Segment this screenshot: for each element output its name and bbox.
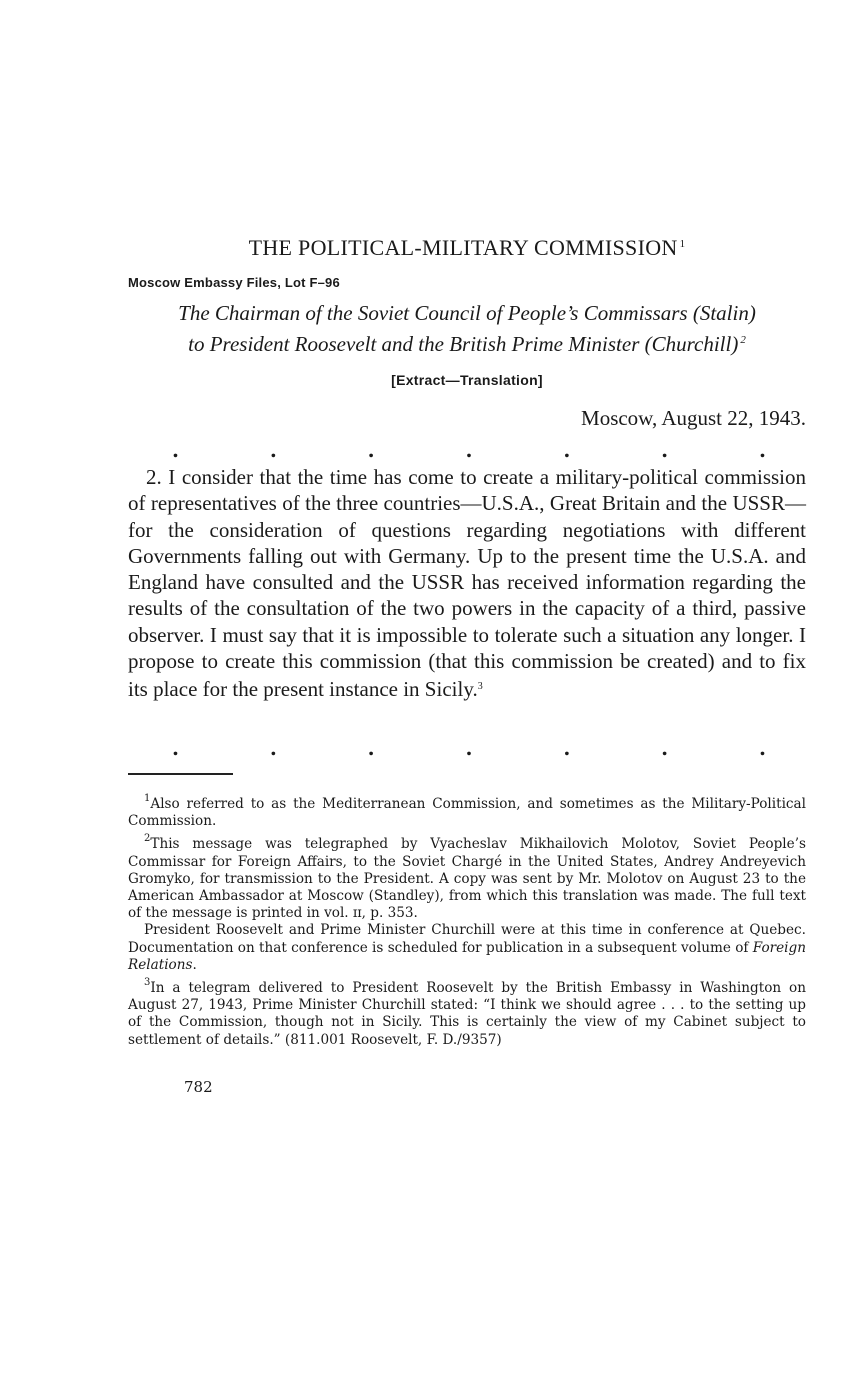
ellipsis-dot: .: [367, 438, 375, 462]
footnote-2-text: This message was telegraphed by Vyacheslav Mikhailovich Molotov, Soviet People’s Commissar for Foreign Affairs, to the Soviet Chargé in the United States, Andrey Andreyevich Gromyko, for transmission to the President. A copy was sent by Mr. Molotov on August 23 to the American Ambassador at Moscow (Standley), from which this translation was made. The full text of the message is printed in vol. ɪɪ, p. 353.: [128, 836, 806, 922]
footnote-1: [128, 790, 806, 830]
footnote-divider: [128, 773, 233, 775]
ellipsis-dot: .: [367, 736, 375, 760]
ellipsis-dot: .: [269, 736, 277, 760]
footnote-3-text: In a telegram delivered to President Roosevelt by the British Embassy in Washington on August 27, 1943, Prime Minister Churchill stated: “I think we should agree . . . to the setting up of the Commission, though not in Sicily. This is certainly the view of my Cabinet subject to settlement of details.” (811.001 Roosevelt, F. D./9357): [128, 980, 806, 1048]
footnote-3-ref: 3: [144, 977, 151, 989]
subtitle-line-2: [128, 327, 806, 358]
footnote-2-ref: 2: [144, 833, 151, 845]
ellipsis-dot: .: [465, 736, 473, 760]
ellipsis-dot: .: [758, 438, 766, 462]
extract-label: [Extract—Translation]: [391, 372, 543, 388]
footnotes: [128, 790, 806, 1049]
body-paragraph-text: 2. I consider that the time has come to create a military-political commission of representatives of the three countries—U.S.A., Great Britain and the USSR—for the consideration of questions regarding negotiations with different Governments falling out with Germany. Up to the present time the U.S.A. and England have consulted and the USSR has received information regarding the results of the consultation of the two powers in the capacity of a third, passive observer. I must say that it is impossible to tolerate such a situation any longer. I propose to create this commission (that this commission be created) and to fix its place for the present instance in Sicily.: [128, 465, 806, 702]
body-note-ref: 3: [477, 681, 483, 693]
dateline: Moscow, August 22, 1943.: [581, 406, 806, 430]
footnote-3: [128, 974, 806, 1049]
ellipsis-dot: .: [661, 438, 669, 462]
subtitle-line-2-text: to President Roosevelt and the British Prime Minister (Churchill): [188, 332, 739, 356]
body-paragraph: [128, 464, 806, 703]
ellipsis-dot: .: [563, 438, 571, 462]
ellipsis-row-bottom: [128, 736, 806, 760]
footnote-1-ref: 1: [144, 793, 151, 804]
ellipsis-dot: .: [661, 736, 669, 760]
page-number: 782: [184, 1078, 213, 1096]
footnote-1-text: Also referred to as the Mediterranean Commission, and sometimes as the Military-Political Commission.: [128, 796, 806, 830]
footnote-2-continuation: [128, 922, 806, 974]
heading-note-ref: 1: [679, 238, 686, 250]
ellipsis-dot: .: [563, 736, 571, 760]
ellipsis-dot: .: [465, 438, 473, 462]
ellipsis-row-top: [128, 438, 806, 462]
ellipsis-dot: .: [172, 438, 179, 462]
ellipsis-dot: .: [269, 438, 277, 462]
document-subtitle: [128, 300, 806, 358]
footnote-2b-text: President Roosevelt and Prime Minister Churchill were at this time in conference at Quebec. Documentation on that conference is scheduled for publication in a subsequent volume of: [128, 922, 806, 956]
source-reference: Moscow Embassy Files, Lot F–96: [128, 275, 340, 290]
subtitle-line-1: The Chairman of the Soviet Council of People’s Commissars (Stalin): [178, 301, 756, 325]
footnote-2: [128, 830, 806, 922]
heading-title: THE POLITICAL-MILITARY COMMISSION: [248, 235, 678, 260]
footnote-2b-publication: Foreign Relations: [128, 939, 806, 973]
subtitle-note-ref: 2: [740, 334, 746, 346]
footnote-2b-end: .: [192, 956, 197, 973]
ellipsis-dot: .: [172, 736, 179, 760]
page-heading: [128, 229, 806, 263]
ellipsis-dot: .: [758, 736, 766, 760]
